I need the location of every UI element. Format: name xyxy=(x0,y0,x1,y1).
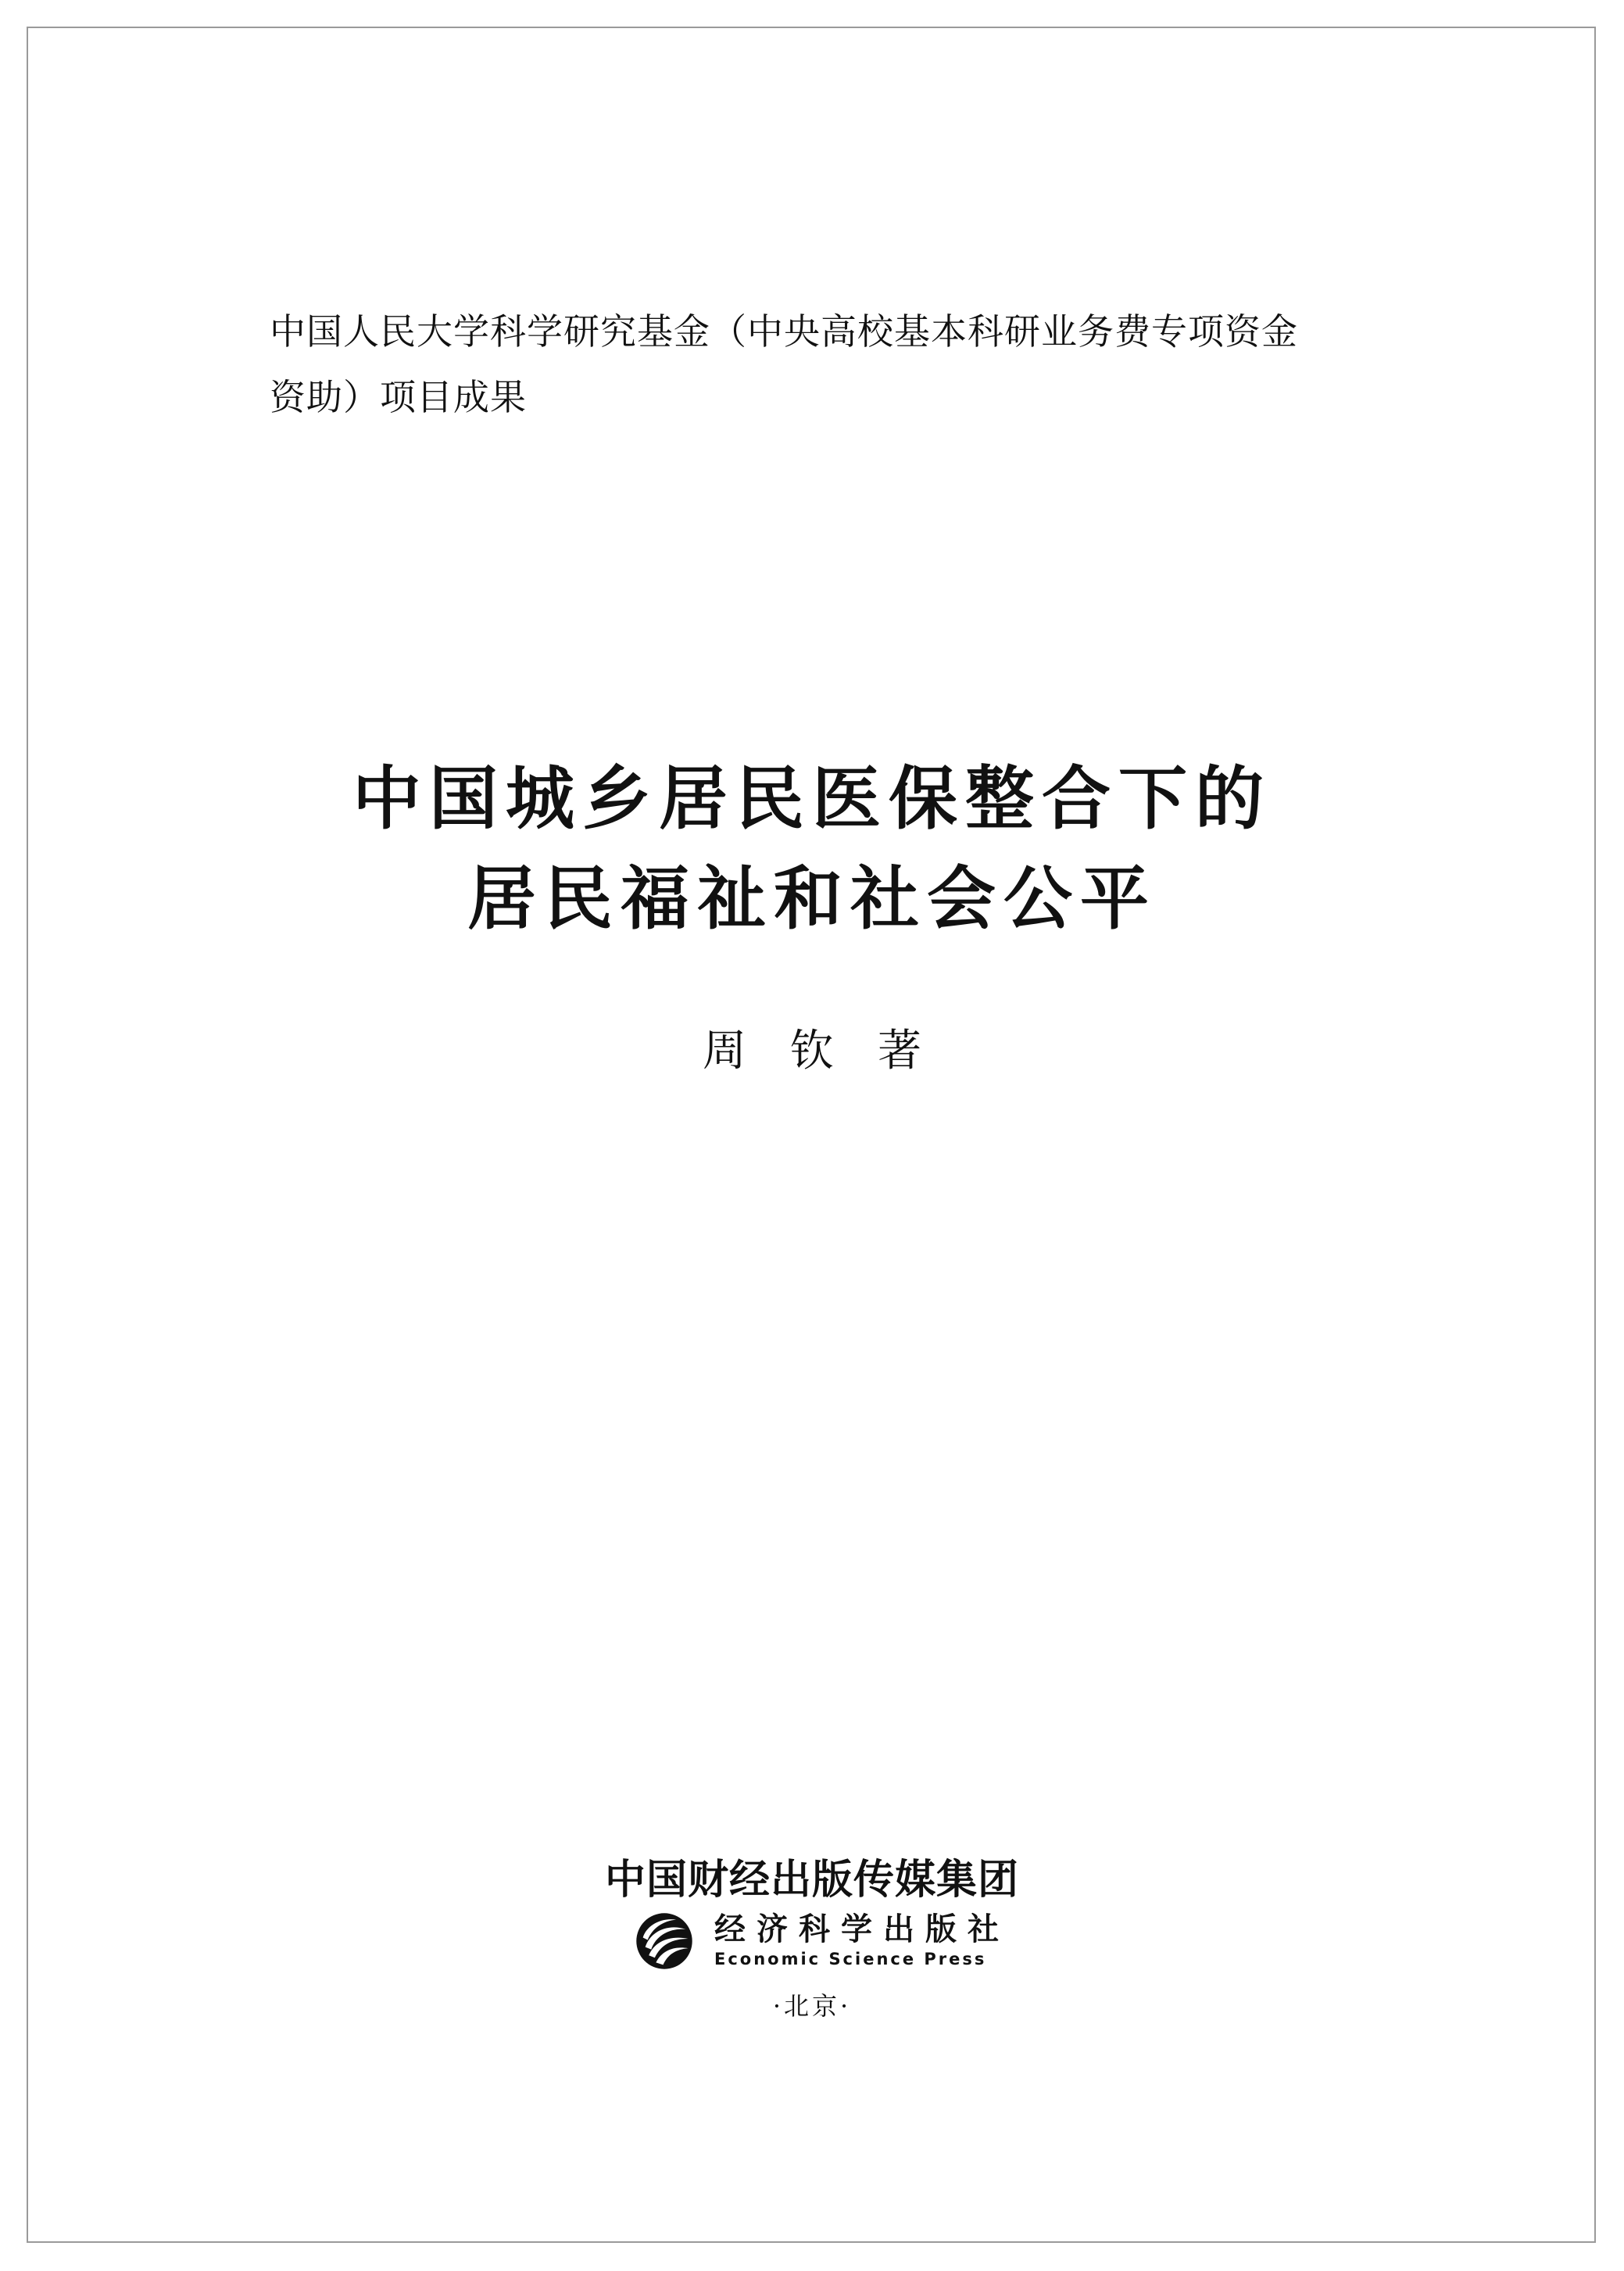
publication-city: ·北京· xyxy=(772,1991,852,2021)
press-block xyxy=(635,1911,1025,1974)
book-title xyxy=(0,749,1624,949)
economic-science-press-logo-icon xyxy=(635,1911,694,1971)
book-title-line-1: 中国城乡居民医保整合下的 xyxy=(352,758,1272,839)
funding-note-line-1: 中国人民大学科学研究基金（中央高校基本科研业务费专项资金 xyxy=(270,310,1298,353)
press-name-zh: 经济科学出版社 xyxy=(714,1911,1010,1947)
book-title-line-2: 居民福祉和社会公平 xyxy=(467,858,1157,939)
author-line: 周 钦 著 xyxy=(703,1026,921,1076)
funding-note-line-2: 资助）项目成果 xyxy=(270,376,527,418)
funding-note xyxy=(270,299,1403,430)
publisher-group-name: 中国财经出版传媒集团 xyxy=(604,1857,1019,1904)
press-name-en: Economic Science Press xyxy=(714,1950,987,1968)
